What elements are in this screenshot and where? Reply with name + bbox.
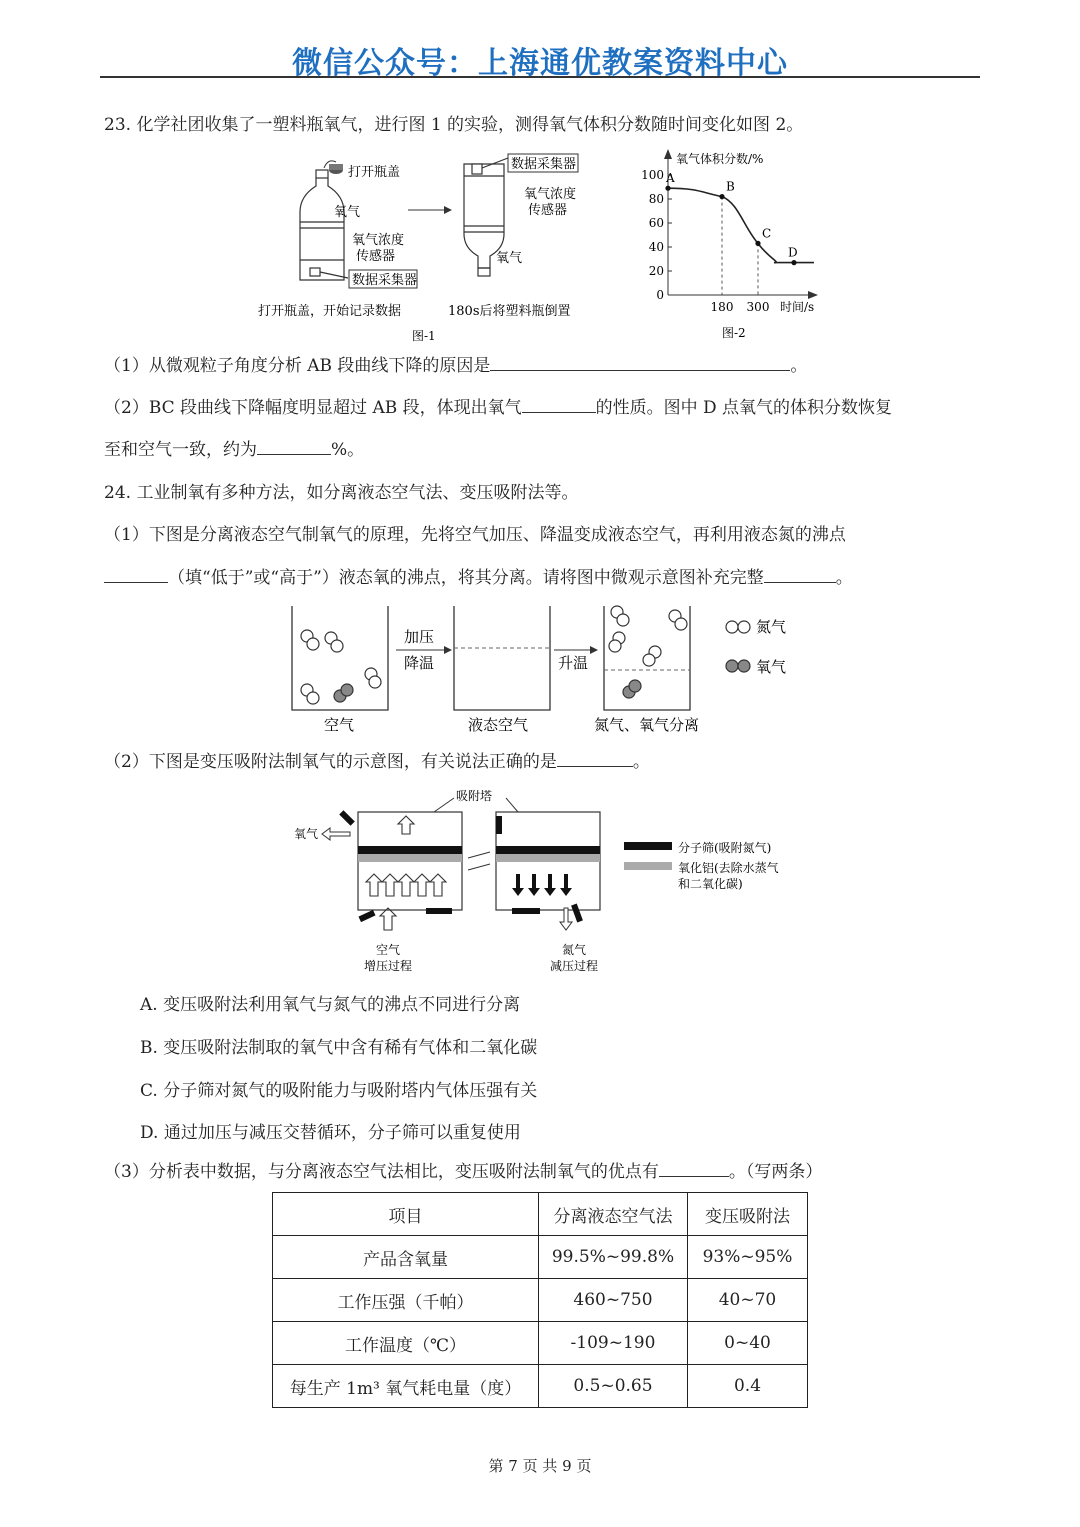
q23-part1-text: （1）从微观粒子角度分析 AB 段曲线下降的原因是	[104, 356, 491, 376]
q24-part3-blank[interactable]	[659, 1160, 729, 1177]
label-collector-right: 数据采集器	[511, 157, 577, 172]
label-warm: 升温	[558, 654, 589, 672]
q23-figure-2-chart	[632, 145, 832, 345]
label-collector-left: 数据采集器	[352, 273, 418, 288]
y-tick-label: 40	[648, 240, 664, 254]
chart-ylabel: 氧气体积分数/%	[676, 152, 764, 166]
caption-fig1-left: 打开瓶盖，开始记录数据	[258, 304, 402, 319]
q24-part1-blank2[interactable]	[764, 566, 836, 583]
x-tick-label: 180	[710, 300, 734, 314]
q24-part2-end: 。	[632, 752, 650, 772]
tower-pointer-left	[434, 798, 454, 812]
q24-part1-end: 。	[835, 568, 853, 588]
table-row	[273, 1322, 808, 1365]
q23-part1	[104, 354, 807, 378]
data-point	[719, 194, 724, 199]
q23-stem: 23. 化学社团收集了一塑料瓶氧气，进行图 1 的实验，测得氧气体积分数随时间变化如图 2。	[104, 115, 804, 135]
table-cell: 40~70	[688, 1279, 808, 1322]
q24-separation-figure	[288, 600, 808, 742]
exchange-arrow-1	[468, 852, 490, 858]
oxygen-out-arrow	[322, 828, 350, 840]
valve-left-top	[339, 810, 355, 826]
table-cell: 93%~95%	[688, 1236, 808, 1279]
label-sensor-right-l1: 氧气浓度	[524, 187, 577, 202]
page-footer: 第 7 页 共 9 页	[488, 1457, 592, 1475]
label-oxygen-right: 氧气	[496, 251, 523, 266]
valve-left-bottom-right	[426, 908, 452, 914]
point-label: A	[666, 171, 675, 186]
table-cell: 工作压强（千帕）	[273, 1279, 539, 1322]
x-axis-arrow	[808, 291, 818, 299]
tower-left-alumina	[358, 854, 462, 862]
point-label: B	[726, 179, 735, 194]
q24-psa-figure	[286, 784, 806, 980]
q23-part1-blank[interactable]	[490, 354, 790, 371]
bottle-cap-icon	[324, 161, 343, 174]
legend-alumina-2: 和二氧化碳)	[678, 877, 743, 891]
option-a[interactable]: A. 变压吸附法利用氧气与氮气的沸点不同进行分离	[140, 995, 521, 1015]
legend-nitrogen: 氮气	[756, 618, 787, 636]
valve-right-bottom-left	[512, 908, 540, 914]
legend-alumina-swatch	[624, 862, 672, 870]
label-cool: 降温	[404, 654, 435, 672]
x-tick-label: 300	[746, 300, 770, 314]
beaker-separated-molecules	[609, 606, 687, 698]
data-point	[755, 241, 760, 246]
point-label: D	[788, 245, 798, 260]
table-row	[273, 1365, 808, 1408]
q24-part1-text: （填“低于”或“高于”）液态氧的沸点，将其分离。请将图中微观示意图补充完整	[168, 568, 764, 588]
chart-xlabel: 时间/s	[780, 300, 815, 314]
table-cell: 0.4	[688, 1365, 808, 1408]
q23-part2-text-d: %。	[331, 440, 365, 460]
q24-stem: 24. 工业制氧有多种方法，如分离液态空气法、变压吸附法等。	[104, 483, 579, 503]
legend-alumina-1: 氧化铝(去除水蒸气	[678, 861, 779, 875]
table-cell: 0~40	[688, 1322, 808, 1365]
legend-sieve: 分子筛(吸附氮气)	[678, 841, 772, 855]
table-header-liquid-air: 分离液态空气法	[539, 1193, 688, 1236]
table-cell: 产品含氧量	[273, 1236, 539, 1279]
label-oxygen-left: 氧气	[334, 205, 361, 220]
q23-part1-end: 。	[790, 356, 808, 376]
table-cell: -109~190	[539, 1322, 688, 1365]
q24-part2	[104, 750, 650, 774]
y-tick-label: 0	[656, 288, 664, 302]
label-air-in-1: 空气	[376, 943, 401, 957]
arrow-pressurize-head	[444, 646, 452, 654]
arrow-warm-head	[590, 646, 598, 654]
option-d[interactable]: D. 通过加压与减压交替循环，分子筛可以重复使用	[140, 1123, 521, 1143]
process-arrow-head	[444, 206, 452, 214]
y-tick-label: 20	[648, 264, 664, 278]
legend-sieve-swatch	[624, 842, 672, 850]
table-cell: 每生产 1m³ 氧气耗电量（度）	[273, 1365, 539, 1408]
beaker-liquid-air	[454, 606, 550, 710]
comparison-table	[272, 1192, 808, 1408]
data-point	[665, 186, 670, 191]
q23-part2-line2	[104, 438, 364, 462]
caption-air: 空气	[324, 716, 355, 734]
tower-pointer-right	[506, 798, 518, 812]
tower-left-sieve	[358, 846, 462, 854]
valve-right-top	[496, 816, 502, 834]
table-header-row	[273, 1193, 808, 1236]
point-label: C	[762, 226, 772, 241]
q24-part3-end: 。（写两条）	[728, 1162, 823, 1182]
table-cell: 工作温度（℃）	[273, 1322, 539, 1365]
q23-part2-line1	[104, 396, 892, 420]
bottle-upright	[300, 170, 348, 280]
nitrogen-out-arrow	[560, 908, 572, 930]
y-tick-label: 80	[648, 192, 664, 206]
legend-nitrogen-icon	[726, 621, 750, 633]
header-divider	[100, 76, 980, 78]
table-row	[273, 1236, 808, 1279]
legend-oxygen: 氧气	[756, 658, 787, 676]
y-tick-label: 100	[641, 168, 664, 182]
tower-right-alumina	[496, 854, 600, 862]
table-cell: 460~750	[539, 1279, 688, 1322]
q23-part2-blank1[interactable]	[522, 396, 596, 413]
q24-part1-blank1[interactable]	[104, 566, 168, 583]
y-axis-arrow	[664, 149, 672, 159]
table-cell: 0.5~0.65	[539, 1365, 688, 1408]
label-pressurize: 加压	[404, 628, 435, 646]
table-cell: 99.5%~99.8%	[539, 1236, 688, 1279]
page-header-title: 微信公众号：上海通优教案资料中心	[292, 46, 788, 81]
valve-left-bottom	[358, 910, 375, 922]
q24-part2-text: （2）下图是变压吸附法制氧气的示意图，有关说法正确的是	[104, 752, 557, 772]
caption-liquid-air: 液态空气	[468, 716, 529, 734]
label-sensor-l2: 传感器	[356, 249, 396, 264]
q24-part2-blank[interactable]	[557, 750, 633, 767]
q23-part2-text-b: 的性质。图中 D 点氧气的体积分数恢复	[595, 398, 893, 418]
option-c[interactable]: C. 分子筛对氮气的吸附能力与吸附塔内气体压强有关	[140, 1081, 538, 1101]
table-header-item: 项目	[273, 1193, 539, 1236]
option-b[interactable]: B. 变压吸附法制取的氧气中含有稀有气体和二氧化碳	[140, 1038, 538, 1058]
data-point	[791, 260, 796, 265]
label-air-in-2: 增压过程	[364, 959, 413, 973]
exchange-arrow-2	[468, 864, 490, 870]
q23-part2-blank2[interactable]	[257, 438, 331, 455]
label-n2-out-2: 减压过程	[550, 959, 599, 973]
label-n2-out-1: 氮气	[562, 943, 587, 957]
q24-part1-line1: （1）下图是分离液态空气制氧气的原理，先将空气加压、降温变成液态空气，再利用液态氮的沸点	[104, 525, 846, 545]
table-header-psa: 变压吸附法	[688, 1193, 808, 1236]
label-tower: 吸附塔	[456, 789, 493, 803]
q24-part3	[104, 1160, 822, 1184]
q23-part2-text-a: （2）BC 段曲线下降幅度明显超过 AB 段，体现出氧气	[104, 398, 522, 418]
label-oxygen-out: 氧气	[294, 827, 319, 841]
tower-right-sieve	[496, 846, 600, 854]
fig2-label: 图-2	[722, 326, 746, 340]
y-tick-label: 60	[648, 216, 664, 230]
label-open-cap: 打开瓶盖	[348, 165, 401, 180]
beaker-air-molecules	[301, 630, 381, 704]
label-sensor-l1: 氧气浓度	[352, 233, 405, 248]
caption-fig1-right: 180s后将塑料瓶倒置	[448, 304, 571, 319]
q24-part1-line2	[104, 566, 853, 590]
q23-part2-text-c: 至和空气一致，约为	[104, 440, 257, 460]
table-row	[273, 1279, 808, 1322]
q23-figure-1	[250, 150, 600, 350]
legend-oxygen-icon	[726, 660, 750, 672]
caption-separated: 氮气、氧气分离	[594, 716, 700, 734]
label-sensor-right-l2: 传感器	[528, 203, 568, 218]
q24-part3-text: （3）分析表中数据，与分离液态空气法相比，变压吸附法制氧气的优点有	[104, 1162, 659, 1182]
fig1-label: 图-1	[412, 329, 436, 343]
